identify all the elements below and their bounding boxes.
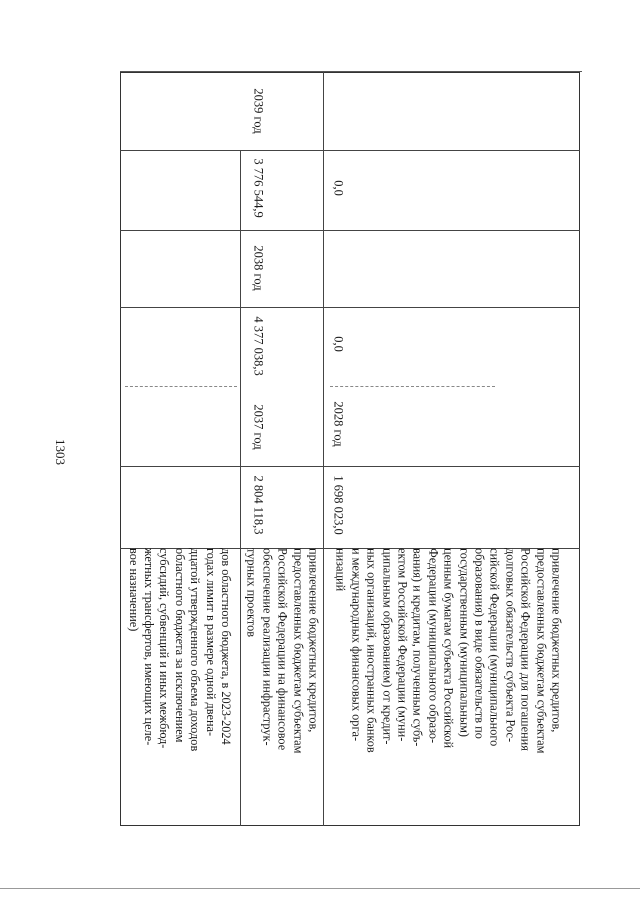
faint-dash-2 [330,386,495,387]
row3-description: привлечение бюджетных кредитов, предоставленных бюджетам субъектам Российской Федерации для погашения долговых обязательств субъекта Рос- сийской Федерации (муниципального образования) в виде обязательств по государственным (муниципальным) ценным бумагам субъекта Российской Федерации (муниципального образо- вания) и кредитам, полученным субъ- ектом Российской Федерации (муни- ципальным образованием) от кредит- ных организаций, иностранных банков и международных финансовых орга- низаций [333,548,564,754]
row1-description: дов областного бюджета, в 2023-2024 годах лимит в размере одной двена- дцатой утвержденного объема доходов областного бюджета за исключением субсидий, субвенций и иных межбюд- жетных трансфертов, имеющих целе- вое назначение) [126,548,233,752]
faint-dash-1 [125,386,237,387]
divider-row2-row3 [323,72,324,826]
row3-value-1: 1 698 023,0 [331,475,346,535]
row1-year-2039: 2039 год [251,88,266,134]
divider-col-b [120,307,580,308]
row2-value-3: 3 776 544,9 [251,158,266,218]
row3-value-3: 0,0 [331,180,346,196]
scan-bottom-edge [0,888,640,889]
row2-year-2037: 2037 год [251,404,266,450]
row2-year-2038: 2038 год [251,245,266,291]
divider-col-d [120,150,580,151]
divider-row1-row2 [240,150,241,826]
row2-description: привлечение бюджетных кредитов, предоставленных бюджетам субъектам Российской Федерации на финансовое обеспечение реализации инфраструк- турных проектов [244,548,321,754]
row2-value-1: 2 804 118,3 [251,475,266,535]
row3-value-2: 0,0 [331,336,346,352]
divider-col-a [120,466,580,467]
table-top-border [120,71,582,72]
divider-col-c [120,230,580,231]
row2-value-2: 4 377 038,3 [251,316,266,376]
page-number: 1303 [53,439,68,465]
row3-year-2028: 2028 год [331,401,346,447]
